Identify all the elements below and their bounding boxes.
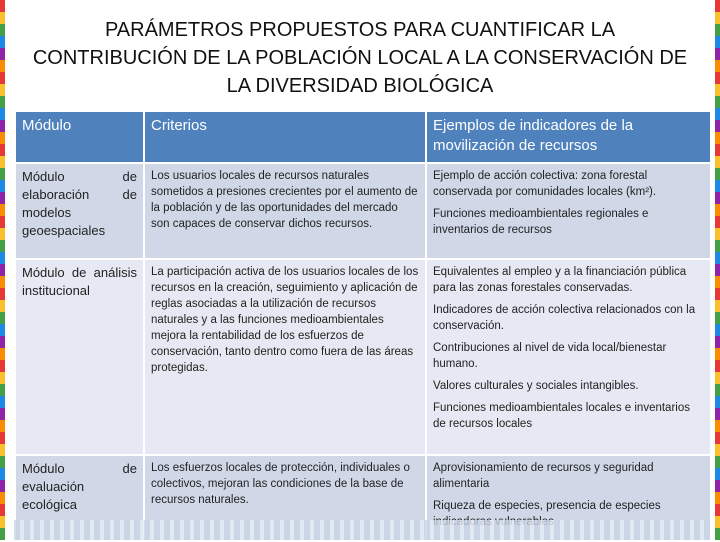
title-line-2: CONTRIBUCIÓN DE LA POBLACIÓN LOCAL A LA CONSERVACIÓN DE xyxy=(32,47,688,69)
example-item: Riqueza de especies, presencia de especies xyxy=(433,500,661,512)
example-item: Indicadores de acción colectiva relacionados con la conservación. xyxy=(433,304,696,332)
parameters-table xyxy=(14,110,712,542)
header-module: Módulo xyxy=(15,111,144,163)
criteria-cell: Los usuarios locales de recursos naturales sometidos a presiones crecientes por el aumento de la población y de las oportunidades del mercado son capaces de conservar dichos recursos. xyxy=(144,163,426,259)
example-item: Funciones medioambientales locales e inventarios de recursos locales xyxy=(433,402,690,430)
page-title xyxy=(30,16,690,100)
title-line-1: PARÁMETROS PROPUESTOS PARA CUANTIFICAR LA xyxy=(104,19,616,41)
module-cell: Módulo de análisis institucional xyxy=(15,259,144,455)
example-item: Aprovisionamiento de recursos y seguridad alimentaria xyxy=(433,462,654,490)
title-line-3: LA DIVERSIDAD BIOLÓGICA xyxy=(226,75,494,97)
header-examples: Ejemplos de indicadores de la movilización de recursos xyxy=(426,111,711,163)
example-item: Ejemplo de acción colectiva: zona forestal conservada por comunidades locales (km²). xyxy=(433,170,657,198)
table-row xyxy=(15,163,711,259)
example-item: Contribuciones al nivel de vida local/bienestar humano. xyxy=(433,342,667,370)
criteria-cell: La participación activa de los usuarios locales de los recursos en la creación, seguimiento y aplicación de reglas asociadas a la utilización de recursos naturales y a las funciones medioambientales mejora la rentabilidad de los esfuerzos de conservación, tanto dentro como fuera de las áreas protegidas. xyxy=(144,259,426,455)
bottom-decorative-band xyxy=(14,520,710,540)
example-item: Funciones medioambientales regionales e inventarios de recursos xyxy=(433,208,649,236)
table-row xyxy=(15,259,711,455)
examples-cell xyxy=(426,259,711,455)
right-decorative-stripe xyxy=(715,0,720,540)
criteria-cell: Los esfuerzos locales de protección, individuales o colectivos, mejoran las condiciones de la base de recursos naturales. xyxy=(144,455,426,541)
header-criteria: Criterios xyxy=(144,111,426,163)
module-cell: Módulo de evaluación ecológica xyxy=(15,455,144,541)
left-decorative-stripe xyxy=(0,0,5,540)
examples-cell xyxy=(426,163,711,259)
example-item: Equivalentes al empleo y a la financiación pública para las zonas forestales conservadas. xyxy=(433,266,687,294)
example-item: Valores culturales y sociales intangibles. xyxy=(433,380,639,392)
table-header-row xyxy=(15,111,711,163)
module-cell: Módulo de elaboración de modelos geoespaciales xyxy=(15,163,144,259)
